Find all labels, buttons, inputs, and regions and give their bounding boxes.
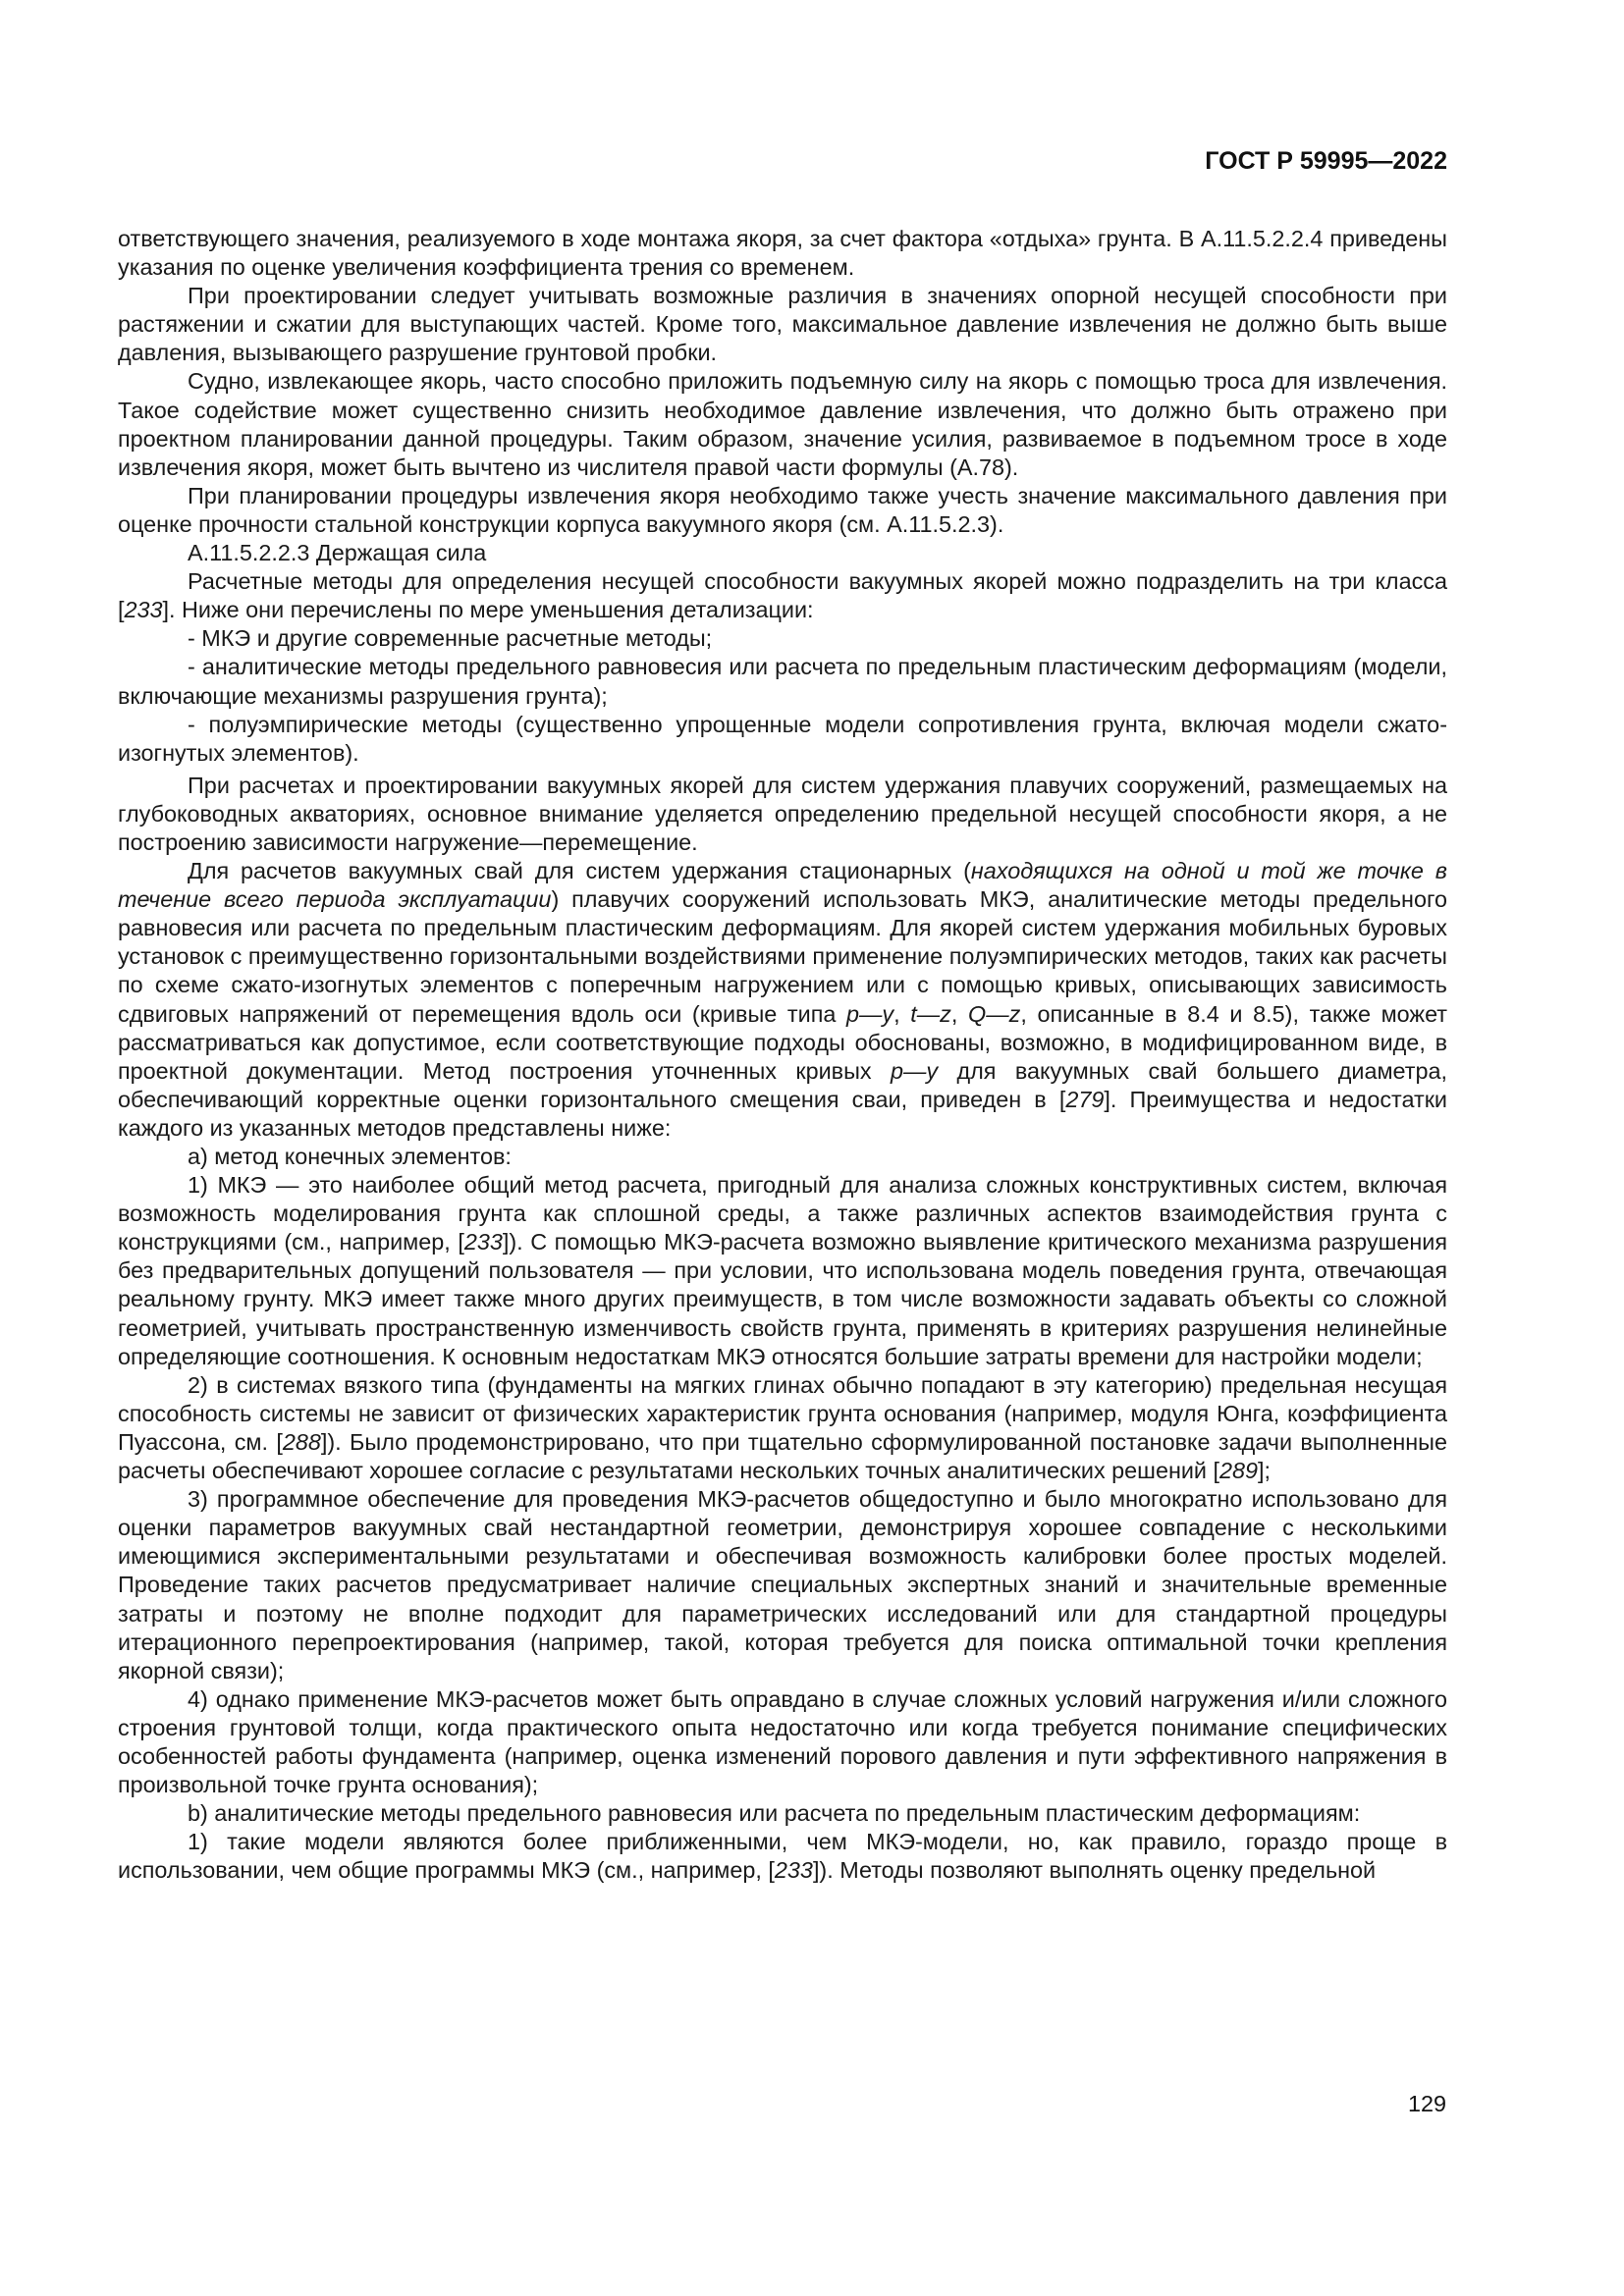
text-run: Судно, извлекающее якорь, часто способно приложить подъемную силу на якорь с помощью троса для извлечения. Такое содействие может существенно снизить необходимое давление извлечения, что должно быть отражено при проектном планировании данной процедуры. Таким образом, значение усилия, развиваемое в подъемном тросе в ходе извлечения якоря, может быть вычтено из числителя правой части формулы (А.78). — [118, 368, 1447, 480]
text-run: , — [950, 1000, 969, 1027]
paragraph — [118, 1828, 1447, 1885]
text-run: ]. Ниже они перечислены по мере уменьшения детализации: — [162, 597, 814, 623]
paragraph — [118, 653, 1447, 710]
text-run: ]). С помощью МКЭ-расчета возможно выявление критического механизма разрушения без предварительных допущений пользователя — при условии, что использована модель поведения грунта, отвечающая реальному грунту. МКЭ имеет также много других преимуществ, в том числе возможности задавать объекты со сложной геометрией, учитывать пространственную изменчивость свойств грунта, применять в критериях разрушения нелинейные определяющие соотношения. К основным недостаткам МКЭ относятся большие затраты времени для настройки модели; — [118, 1229, 1447, 1369]
text-run: - МКЭ и другие современные расчетные методы; — [188, 625, 713, 652]
paragraph — [118, 624, 1447, 653]
paragraph — [118, 857, 1447, 1143]
paragraph — [118, 711, 1447, 768]
text-run: ответствующего значения, реализуемого в ходе монтажа якоря, за счет фактора «отдыха» грунта. В А.11.5.2.2.4 приведены указания по оценке увеличения коэффициента трения со временем. — [118, 226, 1447, 281]
italic-text: находящихся на одной и той же точке в течение всего периода эксплуатации — [118, 858, 1447, 913]
page-number: 129 — [1407, 2091, 1446, 2116]
text-run: 1) такие модели являются более приближенными, чем МКЭ-модели, но, как правило, гораздо проще в использовании, чем общие программы МКЭ (см., например, [ — [118, 1829, 1447, 1884]
italic-text: 233 — [463, 1229, 503, 1255]
italic-text: 288 — [282, 1428, 321, 1455]
paragraph — [118, 367, 1447, 481]
text-run: ]). Методы позволяют выполнять оценку предельной — [812, 1857, 1377, 1884]
text-run: , — [893, 1000, 911, 1027]
text-run: При расчетах и проектировании вакуумных якорей для систем удержания плавучих сооружений, размещаемых на глубоководных акваториях, основное внимание уделяется определению предельной несущей способности якоря, а не построению зависимости нагружение—перемещение. — [118, 772, 1447, 855]
paragraph — [118, 539, 1447, 567]
text-run: Расчетные методы для определения несущей способности вакуумных якорей можно подразделить на три класса [ — [118, 568, 1447, 623]
paragraph — [118, 1143, 1447, 1171]
paragraph — [118, 1485, 1447, 1685]
text-run: Для расчетов вакуумных свай для систем удержания стационарных ( — [188, 858, 971, 884]
text-run: При проектировании следует учитывать возможные различия в значениях опорной несущей способности при растяжении и сжатии для выступающих частей. Кроме того, максимальное давление извлечения не должно быть выше давления, вызывающего разрушение грунтовой пробки. — [118, 283, 1447, 366]
paragraph — [118, 482, 1447, 539]
text-run: ]. Преимущества и недостатки каждого из указанных методов представлены ниже: — [118, 1086, 1447, 1141]
paragraph — [118, 225, 1447, 282]
text-run: ]; — [1258, 1458, 1272, 1484]
italic-text: 279 — [1065, 1086, 1105, 1112]
italic-text: 233 — [774, 1857, 813, 1884]
text-run: - полуэмпирические методы (существенно упрощенные модели сопротивления грунта, включая модели сжато-изогнутых элементов). — [118, 711, 1447, 766]
text-run: для вакуумных свай большего диаметра, обеспечивающий корректные оценки горизонтального смещения сваи, приведен в [ — [118, 1057, 1448, 1112]
text-run: ]). Было продемонстрировано, что при тщательно сформулированной постановке задачи выполненные расчеты обеспечивают хорошее согласие с результатами нескольких точных аналитических решений [ — [118, 1428, 1447, 1484]
text-run: 1) МКЭ — это наиболее общий метод расчета, пригодный для анализа сложных конструктивных систем, включая возможность моделирования грунта как сплошной среды, а также различных аспектов взаимодействия грунта с конструкциями (см., например, [ — [118, 1172, 1447, 1255]
italic-text: 289 — [1219, 1458, 1259, 1484]
text-run: 3) программное обеспечение для проведения МКЭ-расчетов общедоступно и было многократно использовано для оценки параметров вакуумных свай нестандартной геометрии, демонстрируя хорошее совпадение с несколькими имеющимися экспериментальными результатами и обеспечивая возможность калибровки более простых моделей. Проведение таких расчетов предусматривает наличие специальных экспертных знаний и значительные временные затраты и поэтому не вполне подходит для параметрических исследований или для стандартной процедуры итерационного перепроектирования (например, такой, которая требуется для поиска оптимальной точки крепления якорной связи); — [118, 1486, 1447, 1683]
document-code-header: ГОСТ Р 59995—2022 — [1205, 147, 1447, 175]
text-run: 4) однако применение МКЭ-расчетов может быть оправдано в случае сложных условий нагружения и/или сложного строения грунтовой толщи, когда практического опыта недостаточно или когда требуется понимание специфических особенностей работы фундамента (например, оценка изменений порового давления и пути эффективного напряжения в произвольной точке грунта основания); — [118, 1685, 1447, 1798]
italic-text: 233 — [124, 597, 163, 623]
paragraph — [118, 1685, 1447, 1799]
text-run: При планировании процедуры извлечения якоря необходимо также учесть значение максимального давления при оценке прочности стальной конструкции корпуса вакуумного якоря (см. А.11.5.2.3). — [118, 482, 1447, 537]
paragraph — [118, 1371, 1447, 1485]
paragraph — [118, 1799, 1447, 1828]
italic-text: t—z — [910, 1000, 951, 1027]
italic-text: Q—z — [968, 1000, 1021, 1027]
text-run: ) плавучих сооружений использовать МКЭ, аналитические методы предельного равновесия или расчета по предельным пластическим деформациям. Для якорей систем удержания мобильных буровых установок с преимущественно горизонтальными воздействиями применение полуэмпирических методов, таких как расчеты по схеме сжато-изогнутых элементов с поперечным нагружением или с помощью кривых, описывающих зависимость сдвиговых напряжений от перемещения вдоль оси (кривые типа — [118, 886, 1447, 1027]
paragraph — [118, 282, 1447, 367]
text-run: b) аналитические методы предельного равновесия или расчета по предельным пластическим деформациям: — [188, 1800, 1361, 1827]
paragraph — [118, 1171, 1447, 1371]
text-run: а) метод конечных элементов: — [188, 1144, 512, 1169]
text-run: - аналитические методы предельного равновесия или расчета по предельным пластическим деформациям (модели, включающие механизмы разрушения грунта); — [118, 654, 1447, 709]
paragraph — [118, 567, 1447, 624]
paragraph — [118, 772, 1447, 857]
text-run: А.11.5.2.2.3 Держащая сила — [188, 540, 487, 566]
italic-text: p—y — [890, 1057, 939, 1084]
text-run: 2) в системах вязкого типа (фундаменты на мягких глинах обычно попадают в эту категорию) предельная несущая способность системы не зависит от физических характеристик грунта основания (например, модуля Юнга, коэффициента Пуассона, см. [ — [118, 1371, 1447, 1455]
text-run: , описанные в 8.4 и 8.5), также может рассматриваться как допустимое, если соответствующие подходы обоснованы, возможно, в модифицированном виде, в проектной документации. Метод построения уточненных кривых — [118, 1000, 1448, 1084]
body-text — [118, 225, 1447, 1885]
italic-text: p—y — [846, 1000, 894, 1027]
